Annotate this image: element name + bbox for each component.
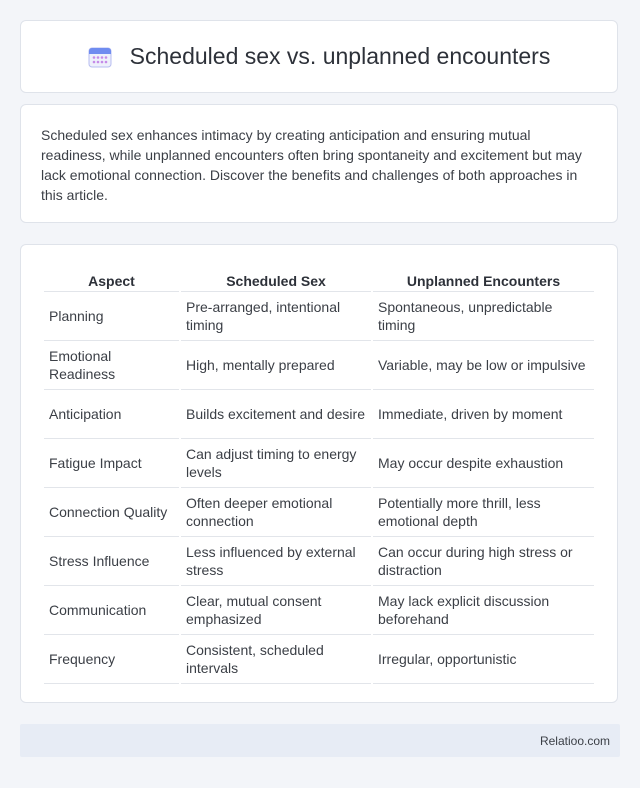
comparison-card — [20, 244, 618, 703]
unplanned-cell: Spontaneous, unpredictable timing — [373, 292, 594, 341]
aspect-cell: Fatigue Impact — [44, 439, 179, 488]
scheduled-cell: High, mentally prepared — [181, 341, 371, 390]
scheduled-cell: Pre-arranged, intentional timing — [181, 292, 371, 341]
scheduled-cell: Often deeper emotional connection — [181, 488, 371, 537]
unplanned-cell: Immediate, driven by moment — [373, 390, 594, 439]
aspect-cell: Communication — [44, 586, 179, 635]
aspect-cell: Frequency — [44, 635, 179, 684]
table-row — [44, 390, 594, 439]
table-row — [44, 586, 594, 635]
unplanned-cell: May occur despite exhaustion — [373, 439, 594, 488]
column-header-scheduled: Scheduled Sex — [181, 265, 371, 292]
unplanned-cell: Irregular, opportunistic — [373, 635, 594, 684]
table-row — [44, 439, 594, 488]
unplanned-cell: Variable, may be low or impulsive — [373, 341, 594, 390]
aspect-cell: Stress Influence — [44, 537, 179, 586]
column-header-aspect: Aspect — [44, 265, 179, 292]
aspect-cell: Connection Quality — [44, 488, 179, 537]
intro-card — [20, 104, 618, 223]
scheduled-cell: Less influenced by external stress — [181, 537, 371, 586]
scheduled-cell: Clear, mutual consent emphasized — [181, 586, 371, 635]
aspect-cell: Planning — [44, 292, 179, 341]
aspect-cell: Anticipation — [44, 390, 179, 439]
aspect-cell: Emotional Readiness — [44, 341, 179, 390]
title-card — [20, 20, 618, 93]
table-row — [44, 341, 594, 390]
page-title: Scheduled sex vs. unplanned encounters — [129, 43, 551, 69]
unplanned-cell: Can occur during high stress or distraction — [373, 537, 594, 586]
table-row — [44, 635, 594, 684]
scheduled-cell: Can adjust timing to energy levels — [181, 439, 371, 488]
scheduled-cell: Builds excitement and desire — [181, 390, 371, 439]
intro-text: Scheduled sex enhances intimacy by creating anticipation and ensuring mutual readiness, while unplanned encounters often bring spontaneity and excitement but may lack emotional connection. Discover the benefits and challenges of both approaches in this article. — [41, 127, 582, 203]
table-row — [44, 292, 594, 341]
table-row — [44, 488, 594, 537]
column-header-unplanned: Unplanned Encounters — [373, 265, 594, 292]
unplanned-cell: Potentially more thrill, less emotional depth — [373, 488, 594, 537]
comparison-table — [42, 265, 596, 684]
calendar-icon — [88, 46, 112, 68]
unplanned-cell: May lack explicit discussion beforehand — [373, 586, 594, 635]
table-header-row — [44, 265, 594, 292]
scheduled-cell: Consistent, scheduled intervals — [181, 635, 371, 684]
footer-site-link[interactable]: Relatioo.com — [539, 733, 610, 748]
footer — [20, 724, 620, 757]
table-row — [44, 537, 594, 586]
